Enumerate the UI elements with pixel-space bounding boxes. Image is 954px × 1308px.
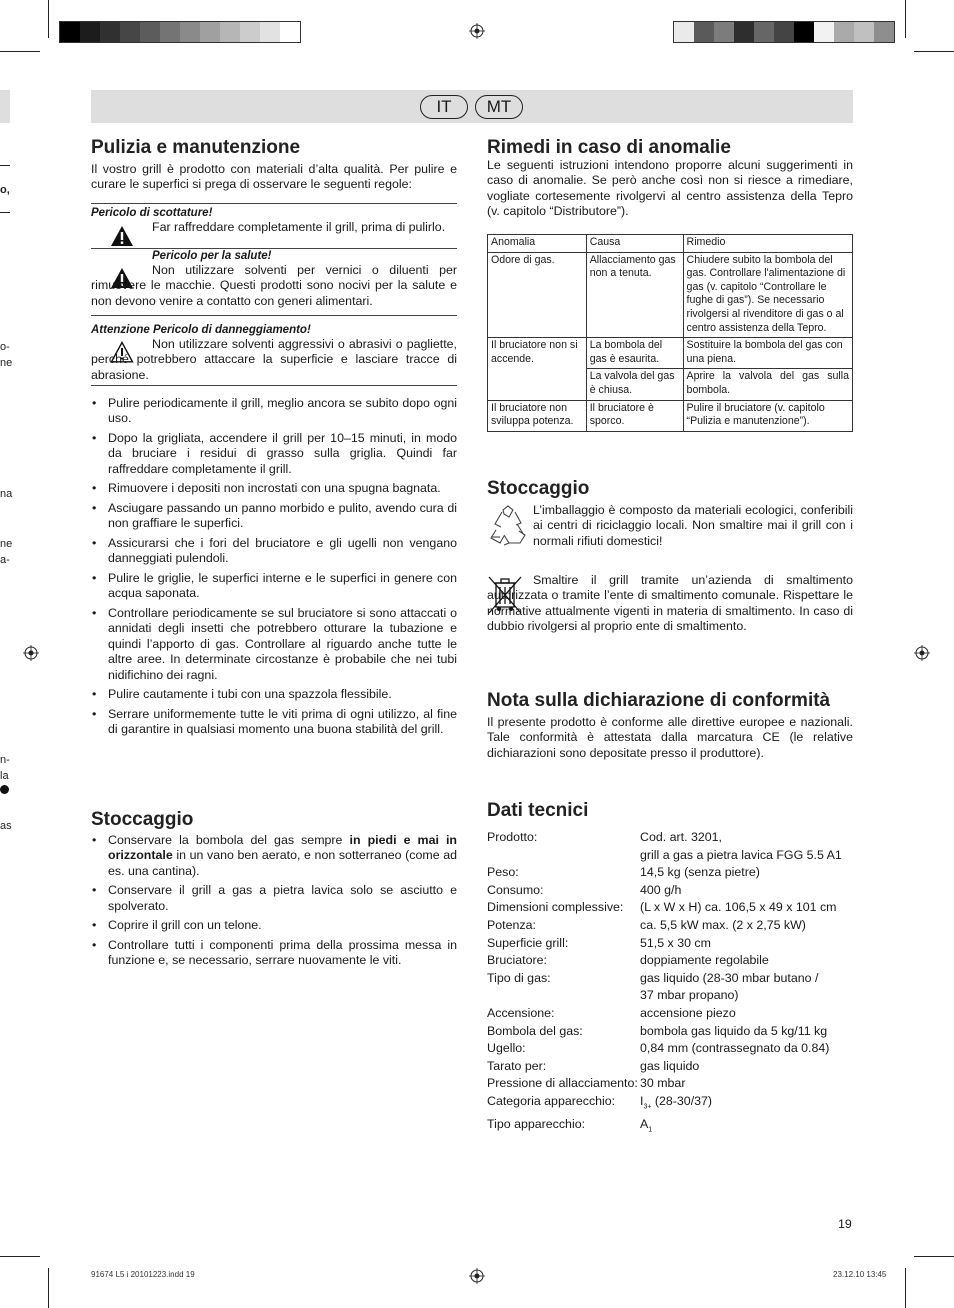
category-symbol: I	[640, 1093, 644, 1108]
list-item: • Coprire il grill con un telone.	[91, 918, 457, 933]
color-calibration-bar-left	[59, 21, 301, 43]
edge-fragment: o-	[0, 341, 10, 353]
list-item: • Dopo la grigliata, accendere il grill per 10–15 minuti, in modo da bruciare i residui di grasso sulla griglia. Quindi far raffreddare completamente il grill.	[91, 431, 457, 477]
technical-data-list	[487, 829, 853, 1139]
facing-page-band	[0, 90, 10, 123]
tech-row	[487, 864, 853, 882]
tech-label: Peso:	[487, 865, 519, 880]
header-band	[91, 90, 853, 123]
tech-row	[487, 970, 853, 1005]
warning-text-burn: Far raffreddare completamente il grill, prima di pulirlo.	[152, 220, 446, 234]
color-swatch	[834, 22, 854, 42]
color-swatch	[120, 22, 140, 42]
tech-value-line: 37 mbar propano)	[640, 988, 739, 1003]
storage-text: Conservare la bombola del gas sempre	[108, 833, 350, 847]
tech-label: Tipo di gas:	[487, 970, 551, 985]
tech-value: ca. 5,5 kW max. (2 x 2,75 kW)	[640, 917, 806, 932]
tech-label: Bruciatore:	[487, 953, 547, 968]
divider	[91, 315, 457, 316]
divider	[91, 385, 457, 386]
table-cell: La valvola del gas è chiusa.	[586, 369, 683, 400]
tech-row	[487, 1075, 853, 1093]
table-row	[488, 400, 853, 431]
table-header-row	[488, 235, 853, 253]
facing-page-rule	[0, 212, 10, 213]
color-swatch	[260, 22, 280, 42]
crop-mark	[0, 1256, 40, 1257]
recycling-icon	[487, 504, 529, 546]
category-text: (28-30/37)	[651, 1093, 713, 1108]
color-swatch	[754, 22, 774, 42]
edge-fragment: as	[0, 820, 12, 832]
tech-row	[487, 1116, 853, 1139]
color-swatch	[280, 22, 300, 42]
tech-value: 14,5 kg (senza pietre)	[640, 865, 760, 880]
tech-value: doppiamente regolabile	[640, 953, 769, 968]
list-item: • Asciugare passando un panno morbido e pulito, avendo cura di non graffiare le superfici.	[91, 501, 457, 532]
type-subscript: 1	[648, 1126, 653, 1134]
list-item: • Controllare tutti i componenti prima della prossima messa in funzione e, se necessario, serrare nuovamente le viti.	[91, 938, 457, 969]
section-title-technical-data: Dati tecnici	[487, 800, 589, 821]
tech-row	[487, 1093, 853, 1116]
list-item: • Serrare uniformemente tutte le viti prima di ogni utilizzo, al fine di garantire in qualsiasi momento una buona stabilità del grill.	[91, 707, 457, 738]
list-item: • Assicurarsi che i fori del bruciatore e gli ugelli non vengano danneggiati pulendoli.	[91, 536, 457, 567]
table-header: Anomalia	[488, 235, 587, 253]
warning-heading-health: Pericolo per la salute!	[152, 250, 272, 262]
color-swatch	[854, 22, 874, 42]
tech-label: Tipo apparecchio:	[487, 1116, 586, 1131]
color-swatch	[240, 22, 260, 42]
language-badge-it: IT	[420, 95, 468, 119]
section-title-cleaning: Pulizia e manutenzione	[91, 137, 301, 158]
warning-text-health: Non utilizzare solventi per vernici o diluenti per rimuovere le macchie. Questi prodotti sono nocivi per la salute e non devono venire a contatto con generi alimentari.	[91, 263, 457, 308]
table-header: Causa	[586, 235, 683, 253]
type-symbol: A	[640, 1116, 649, 1131]
tech-value	[640, 970, 853, 1005]
storage-text: in un vano ben aerato, e non sotterraneo (come ad es. una cantina).	[108, 848, 457, 878]
tech-label: Categoria apparecchio:	[487, 1093, 616, 1108]
color-swatch	[774, 22, 794, 42]
color-swatch	[814, 22, 834, 42]
tech-value	[640, 1093, 853, 1116]
table-cell: Pulire il bruciatore (v. capitolo “Pulizia e manutenzione”).	[683, 400, 852, 431]
storage-packaging-text: L’imballaggio è composto da materiali ecologici, conferibili ai centri di riciclaggio locali. Non smaltire mai il grill con i normali rifiuti domestici!	[533, 503, 853, 548]
tech-label: Potenza:	[487, 917, 536, 932]
language-badge-mt: MT	[475, 95, 523, 119]
table-cell: Odore di gas.	[488, 252, 587, 338]
tech-value: gas liquido	[640, 1058, 700, 1073]
list-item: • Rimuovere i depositi non incrostati con una spugna bagnata.	[91, 481, 457, 496]
edge-fragment: ne	[0, 538, 13, 550]
tech-label: Prodotto:	[487, 830, 538, 844]
tech-row	[487, 1040, 853, 1058]
color-swatch	[694, 22, 714, 42]
table-cell: La bombola del gas è esaurita.	[586, 338, 683, 369]
tech-value: 400 g/h	[640, 882, 682, 897]
divider	[91, 203, 457, 204]
crop-mark	[914, 51, 954, 52]
color-swatch	[200, 22, 220, 42]
cleaning-list	[91, 396, 457, 742]
warning-heading-burn: Pericolo di scottature!	[91, 207, 213, 219]
color-swatch	[180, 22, 200, 42]
tech-row	[487, 935, 853, 953]
list-item: • Pulire le griglie, le superfici interne e le superfici in genere con acqua saponata.	[91, 571, 457, 602]
registration-mark-icon	[469, 1268, 485, 1284]
disposal-text: Smaltire il grill tramite un’azienda di smaltimento autorizzata o tramite l’ente di smaltimento comunale. Rispettare le normative attualmente vigenti in materia di smaltimento. In caso di dubbio rivolgersi al proprio ente di smaltimento.	[487, 573, 853, 634]
table-cell: Sostituire la bombola del gas con una piena.	[683, 338, 852, 369]
tech-value-line: gas liquido (28-30 mbar butano /	[640, 970, 819, 985]
list-item: • Pulire cautamente i tubi con una spazzola flessibile.	[91, 687, 457, 702]
section-title-troubleshooting: Rimedi in caso di anomalie	[487, 137, 731, 158]
tech-label: Bombola del gas:	[487, 1023, 583, 1038]
storage-emphasis: in piedi e mai in orizzontale	[108, 833, 457, 863]
troubleshooting-table	[487, 234, 853, 432]
table-row	[488, 338, 853, 369]
edge-fragment: la	[0, 770, 9, 782]
cleaning-intro: Il vostro grill è prodotto con materiali d’alta qualità. Per pulire e curare le superfici si prega di osservare le seguenti regole:	[91, 162, 457, 192]
tech-value: 51,5 x 30 cm	[640, 935, 711, 950]
tech-value: (L x W x H) ca. 106,5 x 49 x 101 cm	[640, 900, 837, 915]
edge-fragment: ne	[0, 357, 13, 369]
color-swatch	[734, 22, 754, 42]
divider	[91, 248, 457, 249]
tech-label: Consumo:	[487, 882, 544, 897]
tech-row	[487, 917, 853, 935]
tech-value: 30 mbar	[640, 1076, 686, 1091]
tech-value	[640, 829, 853, 864]
edge-fragment: a-	[0, 554, 10, 566]
table-header: Rimedio	[683, 235, 852, 253]
list-item	[91, 833, 457, 879]
tech-label: Ugello:	[487, 1041, 526, 1056]
tech-label: Dimensioni complessive:	[487, 900, 624, 915]
section-title-storage-right: Stoccaggio	[487, 478, 590, 499]
page-number: 19	[838, 1217, 852, 1231]
table-cell: Allacciamento gas non a tenuta.	[586, 252, 683, 338]
edge-fragment: na	[0, 488, 13, 500]
tech-row	[487, 1005, 853, 1023]
tech-value-line: grill a gas a pietra lavica FGG 5.5 A1	[640, 847, 842, 862]
registration-mark-icon	[469, 23, 485, 39]
footer-date: 23.12.10 13:45	[833, 1270, 887, 1279]
tech-value	[640, 1116, 853, 1139]
table-row	[488, 252, 853, 338]
crop-mark	[905, 0, 906, 38]
tech-value: bombola gas liquido da 5 kg/11 kg	[640, 1023, 828, 1038]
color-swatch	[674, 22, 694, 42]
warning-text-damage: Non utilizzare solventi aggressivi o abrasivi o pagliette, perché potrebbero attaccare la superficie e lasciare tracce di abrasione.	[91, 337, 457, 382]
section-title-conformity: Nota sulla dichiarazione di conformità	[487, 690, 831, 711]
tech-value-line: Cod. art. 3201,	[640, 830, 722, 844]
tech-label: Pressione di allacciamento:	[487, 1076, 638, 1091]
color-swatch	[140, 22, 160, 42]
edge-fragment: n-	[0, 754, 10, 766]
tech-row	[487, 899, 853, 917]
edge-fragment: o,	[0, 184, 10, 196]
tech-label: Tarato per:	[487, 1058, 547, 1073]
color-swatch	[794, 22, 814, 42]
table-cell: Il bruciatore non sviluppa potenza.	[488, 400, 587, 431]
tech-value: 0,84 mm (contrassegnato da 0.84)	[640, 1041, 830, 1056]
list-item: • Controllare periodicamente se sul bruciatore si sono attaccati o annidati degli insetti che potrebbero otturare la tubazione e quindi l’apporto di gas. Controllare al riguardo anche tutte le altre aree. In determinate circostanze è probabile che nei tubi nidifichino dei ragni.	[91, 606, 457, 683]
color-swatch	[60, 22, 80, 42]
color-swatch	[160, 22, 180, 42]
troubleshooting-intro: Le seguenti istruzioni intendono proporre alcuni suggerimenti in caso di anomalie. Se però anche così non si riesce a rimediare, vogliate cortesemente rivolgervi al centro assistenza della Tepro (v. capitolo “Distributore”).	[487, 158, 853, 219]
storage-list	[91, 833, 457, 973]
tech-value: accensione piezo	[640, 1005, 736, 1020]
list-item: • Pulire periodicamente il grill, meglio ancora se subito dopo ogni uso.	[91, 396, 457, 427]
tech-row	[487, 882, 853, 900]
table-cell: Il bruciatore non si accende.	[488, 338, 587, 400]
warning-triangle-icon	[110, 225, 134, 247]
registration-mark-icon	[914, 645, 930, 661]
crop-mark	[0, 51, 40, 52]
facing-page-rule	[0, 165, 10, 166]
conformity-text: Il presente prodotto è conforme alle direttive europee e nazionali. Tale conformità è attestata dalla marcatura CE (le relative dichiarazioni sono depositate presso il produttore).	[487, 715, 853, 760]
color-swatch	[220, 22, 240, 42]
crop-mark	[48, 0, 49, 38]
tech-row	[487, 1058, 853, 1076]
color-calibration-bar-right	[673, 21, 895, 43]
color-swatch	[874, 22, 894, 42]
tech-label: Superficie grill:	[487, 935, 569, 950]
tech-row	[487, 1023, 853, 1041]
category-subscript: 3+	[643, 1103, 652, 1111]
bullet-dot-icon	[0, 785, 9, 794]
tech-row	[487, 952, 853, 970]
footer-file-info: 91674 L5 i 20101223.indd 19	[91, 1270, 195, 1279]
color-swatch	[80, 22, 100, 42]
table-cell: Chiudere subito la bombola del gas. Controllare l'alimentazione di gas (v. capitolo “Controllare le fughe di gas”). Se necessario rivolgersi al rivenditore di gas o al centro assistenza della Tepro.	[683, 252, 852, 338]
crop-mark	[905, 1268, 906, 1308]
section-title-storage-left: Stoccaggio	[91, 809, 194, 830]
crop-mark	[48, 1268, 49, 1308]
color-swatch	[100, 22, 120, 42]
color-swatch	[714, 22, 734, 42]
crop-mark	[914, 1256, 954, 1257]
table-cell: Il bruciatore è sporco.	[586, 400, 683, 431]
table-cell: Aprire la valvola del gas sulla bombola.	[683, 369, 852, 400]
tech-row	[487, 829, 853, 864]
registration-mark-icon	[23, 645, 39, 661]
tech-label: Accensione:	[487, 1005, 555, 1020]
warning-heading-damage: Attenzione Pericolo di danneggiamento!	[91, 324, 311, 336]
list-item: • Conservare il grill a gas a pietra lavica solo se asciutto e spolverato.	[91, 883, 457, 914]
